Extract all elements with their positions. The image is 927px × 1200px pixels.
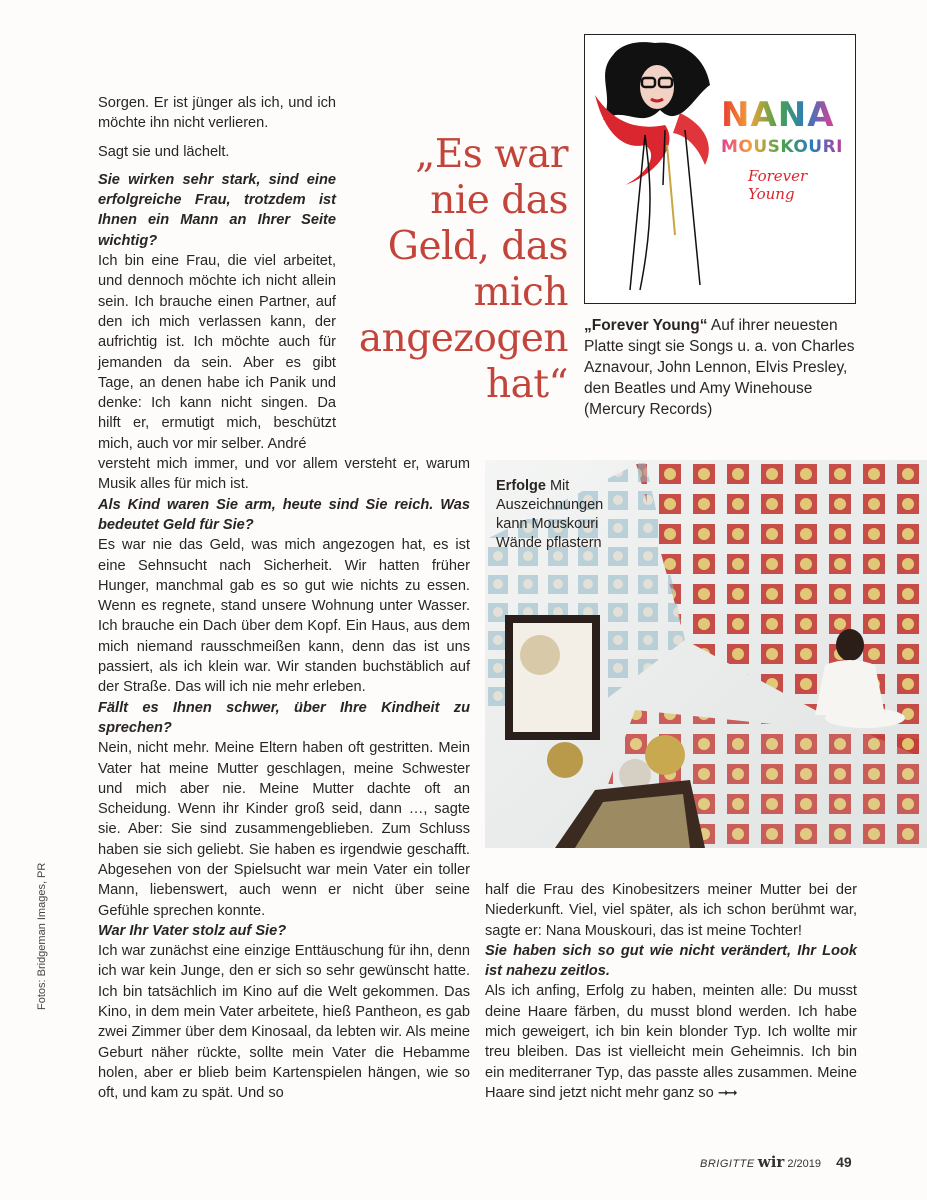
interview-answer xyxy=(485,981,857,1104)
paragraph: Sagt sie und lächelt. xyxy=(98,143,230,160)
pull-quote-line: „Es war xyxy=(415,132,568,177)
pull-quote-line: Geld, das xyxy=(387,224,568,269)
interview-answer: Ich bin eine Frau, die viel arbeitet, und dennoch möchte ich nicht allein sein. Ich brauche einen Partner, auf den ich mich verlassen kann, der aufrichtig ist. Ich möchte auch für jemanden da sein. Aber es gibt Tage, an denen habe ich Panik und denke: Ich kann nicht singen. Da hilft er, ermutigt mich, beschützt mich, auch vor mir selber. André xyxy=(98,253,336,452)
interview-question: Fällt es Ihnen schwer, über Ihre Kindheit zu sprechen? xyxy=(98,699,470,736)
album-caption xyxy=(584,315,864,420)
interview-question: Sie haben sich so gut wie nicht verändert, Ihr Look ist nahezu zeitlos. xyxy=(485,942,857,980)
interview-answer: Es war nie das Geld, was mich angezogen hat, es ist eine Sehnsucht nach Sicherheit. Wir hatten früher Hunger, manchmal gab es so gut wie nichts zu essen. Wenn es regnete, stand unsere Wohnung unter Wasser. Ich brauche ein Dach über dem Kopf. Ein Haus, aus dem mich niemand rausschmeißen kann, denn das ist uns passiert, als ich klein war. Wir standen buchstäblich auf der Straße. Das will ich nie mehr erleben. xyxy=(98,537,470,696)
cover-title-nana: NANA xyxy=(721,95,835,135)
album-caption-text: Auf ihrer neuesten Platte singt sie Songs u. a. von Charles Aznavour, John Lennon, Elvis Presley, den Beatles und Amy Winehouse (Mercury Records) xyxy=(584,317,855,418)
interview-question: Sie wirken sehr stark, sind eine erfolgreiche Frau, trotzdem ist Ihnen ein Mann an Ihrer Seite wichtig? xyxy=(98,171,336,249)
photo-credit: Fotos: Bridgeman Images, PR xyxy=(36,862,48,1010)
photo-caption-title: Erfolge xyxy=(496,478,546,494)
interview-answer: versteht mich immer, und vor allem versteht er, warum Musik alles für mich ist. xyxy=(98,456,470,493)
paragraph: Sorgen. Er ist jünger als ich, und ich möchte ihn nicht verlieren. xyxy=(98,95,336,132)
article-right-column xyxy=(485,880,857,1104)
pull-quote-line: angezogen xyxy=(358,316,568,361)
photo-caption-text: Mit Auszeichnungen kann Mouskouri Wände pflastern xyxy=(496,478,604,551)
pull-quote-line: hat“ xyxy=(486,362,568,407)
interview-question: Als Kind waren Sie arm, heute sind Sie reich. Was bedeutet Geld für Sie? xyxy=(98,496,470,533)
left-column-narrow-block xyxy=(98,93,336,454)
album-caption-title: „Forever Young“ xyxy=(584,317,708,334)
photo-caption xyxy=(496,477,636,553)
issue-number: 2/2019 xyxy=(787,1158,822,1170)
paragraph: half die Frau des Kinobesitzers meiner Mutter bei der Niederkunft. Viel, viel später, als ich schon berühmt war, sagte er: Nana Mouskouri, das ist meine Tochter! xyxy=(485,882,857,939)
cover-title-mouskouri: MOUSKOURI xyxy=(721,137,843,157)
cover-subtitle: Forever Young xyxy=(748,167,808,203)
album-cover-image xyxy=(584,34,856,304)
interview-answer: Nein, nicht mehr. Meine Eltern haben oft gestritten. Mein Vater hat meine Mutter geschlagen, meine Schwester und mich aber nie. Meine Mutter dachte oft an Scheidung. Wenn ihr Kinder groß seid, dann …, sagte sie. Aber: Sie sind zusammengeblieben. Zum Schluss haben sie sich geliebt. Sie haben es irgendwie geschafft. Abgesehen von der Spielsucht war mein Vater ein toller Mann, liebenswert, auch wenn er nicht über seine Gefühle sprechen konnte. xyxy=(98,740,470,919)
page-number: 49 xyxy=(836,1154,852,1170)
magazine-brand: BRIGITTE xyxy=(700,1158,755,1170)
page-footer xyxy=(700,1153,852,1171)
magazine-wir: wir xyxy=(757,1153,785,1171)
interview-question: War Ihr Vater stolz auf Sie? xyxy=(98,922,287,939)
continue-arrow-icon: ➞➞ xyxy=(717,1085,736,1101)
interview-answer: Ich war zunächst eine einzige Enttäuschung für ihn, denn ich war kein Junge, den er sich so sehr gewünscht hatte. Ich bin tatsächlich im Kino auf die Welt gekommen. Das Kino, in dem mein Vater arbeitete, hieß Pantheon, es gab zwei Zimmer über dem Kinosaal, da lebten wir. Als meine Geburt näher rückte, sollte mein Vater die Hebamme holen, aber er blieb beim Kartenspielen hängen, wie so oft, und kam zu spät. Und so xyxy=(98,943,470,1102)
pull-quote-line: nie das xyxy=(430,178,568,223)
answer-text: Als ich anfing, Erfolg zu haben, meinten alle: Du musst deine Haare färben, du musst blond werden. Ich habe mich geweigert, ich bin kein blonder Typ. Ich wollte mir treu bleiben. Das ist vielleicht mein Geheimnis. Ich bin ein mediterraner Typ, das passte alles zusammen. Meine Haare sind jetzt nicht mehr ganz so xyxy=(485,983,857,1101)
pull-quote xyxy=(340,132,568,408)
pull-quote-line: mich xyxy=(473,270,568,315)
